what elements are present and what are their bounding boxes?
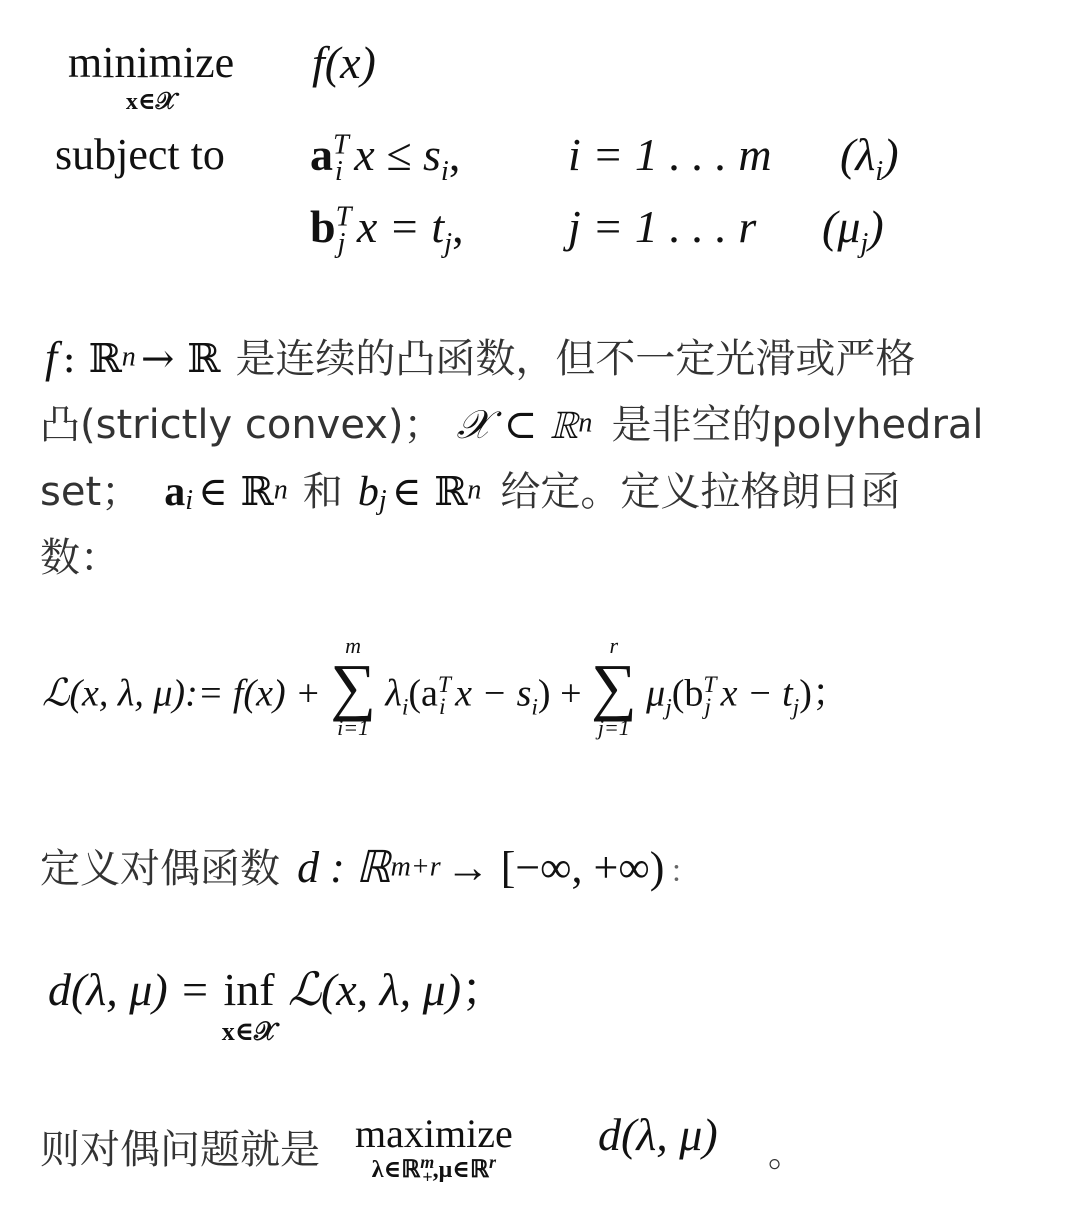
dual-function-equation: d(λ, μ) = inf x∈𝒳 ℒ(x, λ, μ)； <box>48 964 508 1046</box>
lagrangian-equation: ℒ(x, λ, μ):= f(x) + m ∑ i=1 $\lambda_i(a^T_i$ $x - s_i$) + r ∑ j=1 $\mu_j(b^T_j$ $x - t_j$)； <box>42 633 850 740</box>
maximize-subscript: λ∈ℝ$^m_+$,μ∈ℝ$^r$ <box>371 1152 496 1187</box>
dual-function-definition: 定义对偶函数 d : ℝ$^{m+r}$ → [−∞, +∞) ： <box>40 843 700 892</box>
constraint-equality: $b^T_j$ $x = t_j$, <box>310 201 464 260</box>
multiplier-lambda: $(\lambda_i)$ <box>840 129 899 188</box>
maximize-operator: maximize λ∈ℝ$^m_+$,μ∈ℝ$^r$ <box>355 1111 513 1187</box>
para-line-4: 数： <box>40 535 120 581</box>
infimum-operator: inf x∈𝒳 <box>221 964 277 1046</box>
para-line-3: set； $a_i$ ∈ ℝ$^n$ 和 $b_j$ ∈ ℝ$^n$ 给定。定义拉格朗日函 <box>40 469 901 517</box>
objective: f(x) <box>312 37 376 88</box>
subject-to-label: subject to <box>55 130 225 179</box>
minimize-subscript: x∈𝒳 <box>125 89 177 115</box>
constraint-inequality-index: i = 1 . . . m <box>568 129 772 180</box>
dual-problem-line: 则对偶问题就是 <box>40 1127 320 1173</box>
minimize-operator <box>68 38 234 114</box>
dual-objective: d(λ, μ) <box>598 1109 718 1160</box>
period: 。 <box>768 1134 805 1175</box>
constraint-inequality: $a^T_i$ $x \le s_i$, <box>310 129 461 188</box>
multiplier-mu: $(\mu_j)$ <box>822 201 884 260</box>
minimize-word: minimize <box>68 38 235 87</box>
constraint-equality-index: j = 1 . . . r <box>568 201 757 252</box>
para-line-1: f : ℝ$^n$ → ℝ 是连续的凸函数，但不一定光滑或严格 <box>45 333 916 382</box>
summation-1: m ∑ i=1 <box>330 633 376 740</box>
para-line-2: 凸(strictly convex)； 𝒳 ⊂ ℝ$^n$ 是非空的polyhedral <box>40 402 984 448</box>
summation-2: r ∑ j=1 <box>591 633 637 740</box>
